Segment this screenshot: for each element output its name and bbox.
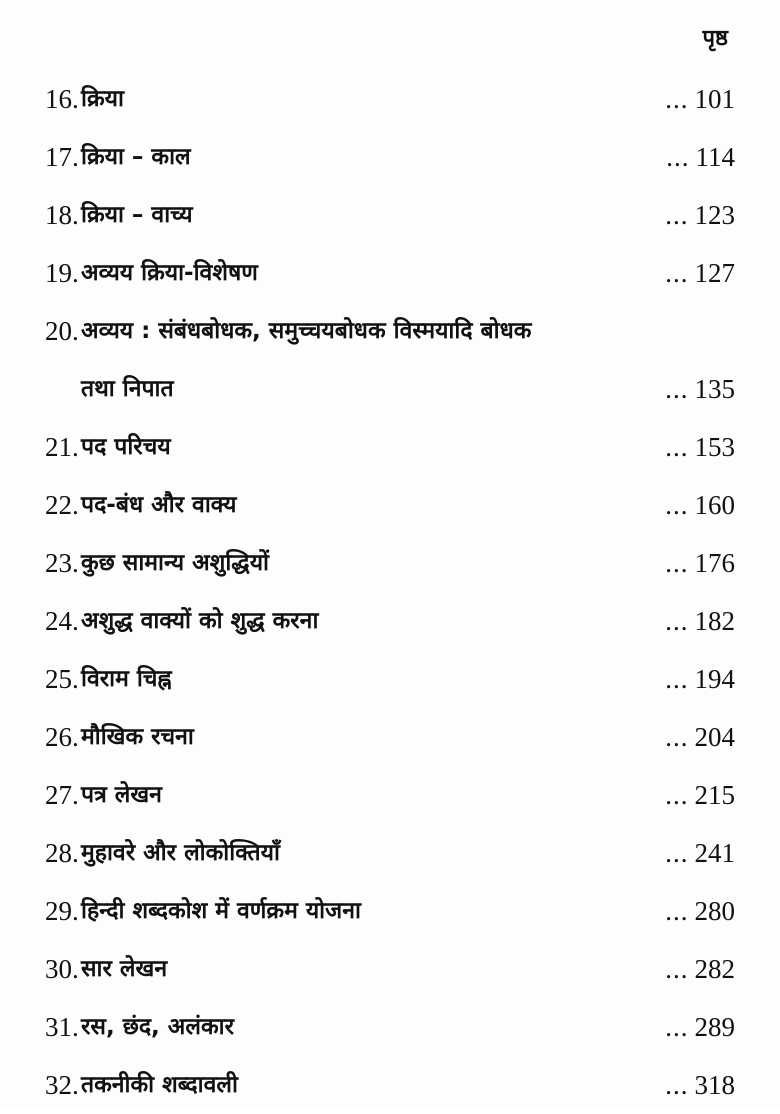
toc-entry bbox=[45, 302, 735, 360]
entry-page bbox=[665, 824, 735, 882]
entry-page bbox=[665, 70, 735, 128]
leader-dots: ... bbox=[665, 258, 689, 288]
entry-page bbox=[665, 882, 735, 940]
page-number: 160 bbox=[694, 490, 735, 520]
entry-title: हिन्दी शब्दकोश में वर्णक्रम योजना bbox=[81, 898, 361, 924]
entry-title: कुछ सामान्य अशुद्धियों bbox=[81, 550, 269, 576]
page-number: 194 bbox=[694, 664, 735, 694]
page-number: 204 bbox=[694, 722, 735, 752]
entry-page bbox=[665, 418, 735, 476]
page-column-header: पृष्ठ bbox=[702, 26, 728, 51]
page-number: 101 bbox=[694, 84, 735, 114]
page-number: 280 bbox=[694, 896, 735, 926]
entry-number: 23. bbox=[45, 548, 79, 578]
leader-dots: ... bbox=[665, 374, 689, 404]
entry-page bbox=[665, 998, 735, 1056]
entry-title: अव्यय क्रिया-विशेषण bbox=[81, 260, 258, 286]
toc-entry bbox=[45, 418, 735, 476]
entry-title: क्रिया bbox=[81, 86, 124, 112]
page-number: 176 bbox=[694, 548, 735, 578]
toc-entry bbox=[45, 244, 735, 302]
entry-number: 17. bbox=[45, 142, 79, 172]
page-number: 289 bbox=[694, 1012, 735, 1042]
entry-number: 16. bbox=[45, 84, 79, 114]
toc-entry bbox=[45, 708, 735, 766]
leader-dots: ... bbox=[665, 838, 689, 868]
page-number: 182 bbox=[694, 606, 735, 636]
page-number: 241 bbox=[694, 838, 735, 868]
entry-number: 30. bbox=[45, 954, 79, 984]
page-number: 318 bbox=[694, 1070, 735, 1100]
entry-page bbox=[665, 186, 735, 244]
entry-title: मौखिक रचना bbox=[81, 724, 194, 750]
entry-number: 24. bbox=[45, 606, 79, 636]
toc-entry bbox=[45, 650, 735, 708]
entry-page bbox=[665, 940, 735, 998]
entry-number: 27. bbox=[45, 780, 79, 810]
leader-dots: ... bbox=[665, 664, 689, 694]
entry-title: तकनीकी शब्दावली bbox=[81, 1072, 238, 1098]
entry-title-continuation: तथा निपात bbox=[81, 376, 174, 402]
toc-entry bbox=[45, 824, 735, 882]
entry-number: 18. bbox=[45, 200, 79, 230]
entry-page bbox=[665, 708, 735, 766]
table-of-contents bbox=[45, 70, 735, 1114]
entry-number: 28. bbox=[45, 838, 79, 868]
entry-title: पद परिचय bbox=[81, 434, 171, 460]
entry-number: 21. bbox=[45, 432, 79, 462]
entry-number: 22. bbox=[45, 490, 79, 520]
leader-dots: ... bbox=[665, 84, 689, 114]
leader-dots: ... bbox=[665, 200, 689, 230]
entry-title: रस, छंद, अलंकार bbox=[81, 1014, 234, 1040]
leader-dots: ... bbox=[665, 954, 689, 984]
leader-dots: ... bbox=[665, 1070, 689, 1100]
leader-dots: ... bbox=[665, 896, 689, 926]
entry-number: 29. bbox=[45, 896, 79, 926]
leader-dots: ... bbox=[665, 780, 689, 810]
entry-title: मुहावरे और लोकोक्तियाँ bbox=[81, 840, 280, 866]
page-number: 282 bbox=[694, 954, 735, 984]
entry-page bbox=[665, 592, 735, 650]
leader-dots: ... bbox=[665, 490, 689, 520]
entry-number: 26. bbox=[45, 722, 79, 752]
entry-title: सार लेखन bbox=[81, 956, 168, 982]
entry-page bbox=[665, 766, 735, 824]
entry-number: 32. bbox=[45, 1070, 79, 1100]
toc-entry bbox=[45, 998, 735, 1056]
toc-entry bbox=[45, 1056, 735, 1114]
page-number: 215 bbox=[694, 780, 735, 810]
toc-entry bbox=[45, 766, 735, 824]
entry-title: क्रिया – काल bbox=[81, 144, 191, 170]
toc-entry bbox=[45, 534, 735, 592]
entry-page bbox=[665, 534, 735, 592]
entry-page bbox=[665, 360, 735, 418]
entry-page bbox=[665, 650, 735, 708]
entry-page bbox=[666, 128, 735, 186]
entry-title: क्रिया – वाच्य bbox=[81, 202, 193, 228]
entry-title: अशुद्ध वाक्यों को शुद्ध करना bbox=[81, 608, 319, 634]
entry-page bbox=[665, 1056, 735, 1114]
entry-number: 20. bbox=[45, 316, 79, 346]
page-number: 153 bbox=[694, 432, 735, 462]
entry-number: 31. bbox=[45, 1012, 79, 1042]
toc-entry bbox=[45, 186, 735, 244]
toc-entry bbox=[45, 128, 735, 186]
toc-entry bbox=[45, 70, 735, 128]
toc-entry-continuation bbox=[45, 360, 735, 418]
page-number: 123 bbox=[694, 200, 735, 230]
leader-dots: ... bbox=[665, 722, 689, 752]
entry-title: विराम चिह्न bbox=[81, 666, 172, 692]
entry-number: 25. bbox=[45, 664, 79, 694]
entry-title: पत्र लेखन bbox=[81, 782, 162, 808]
leader-dots: ... bbox=[665, 432, 689, 462]
entry-page bbox=[665, 244, 735, 302]
leader-dots: ... bbox=[666, 142, 690, 172]
toc-entry bbox=[45, 592, 735, 650]
entry-title: अव्यय : संबंधबोधक, समुच्चयबोधक विस्मयादि बोधक bbox=[81, 318, 532, 344]
page-number: 135 bbox=[694, 374, 735, 404]
page-number: 114 bbox=[695, 142, 735, 172]
entry-number: 19. bbox=[45, 258, 79, 288]
entry-title: पद-बंध और वाक्य bbox=[81, 492, 237, 518]
toc-entry bbox=[45, 940, 735, 998]
toc-entry bbox=[45, 882, 735, 940]
entry-page bbox=[665, 476, 735, 534]
leader-dots: ... bbox=[665, 548, 689, 578]
leader-dots: ... bbox=[665, 1012, 689, 1042]
toc-entry bbox=[45, 476, 735, 534]
page-number: 127 bbox=[694, 258, 735, 288]
leader-dots: ... bbox=[665, 606, 689, 636]
